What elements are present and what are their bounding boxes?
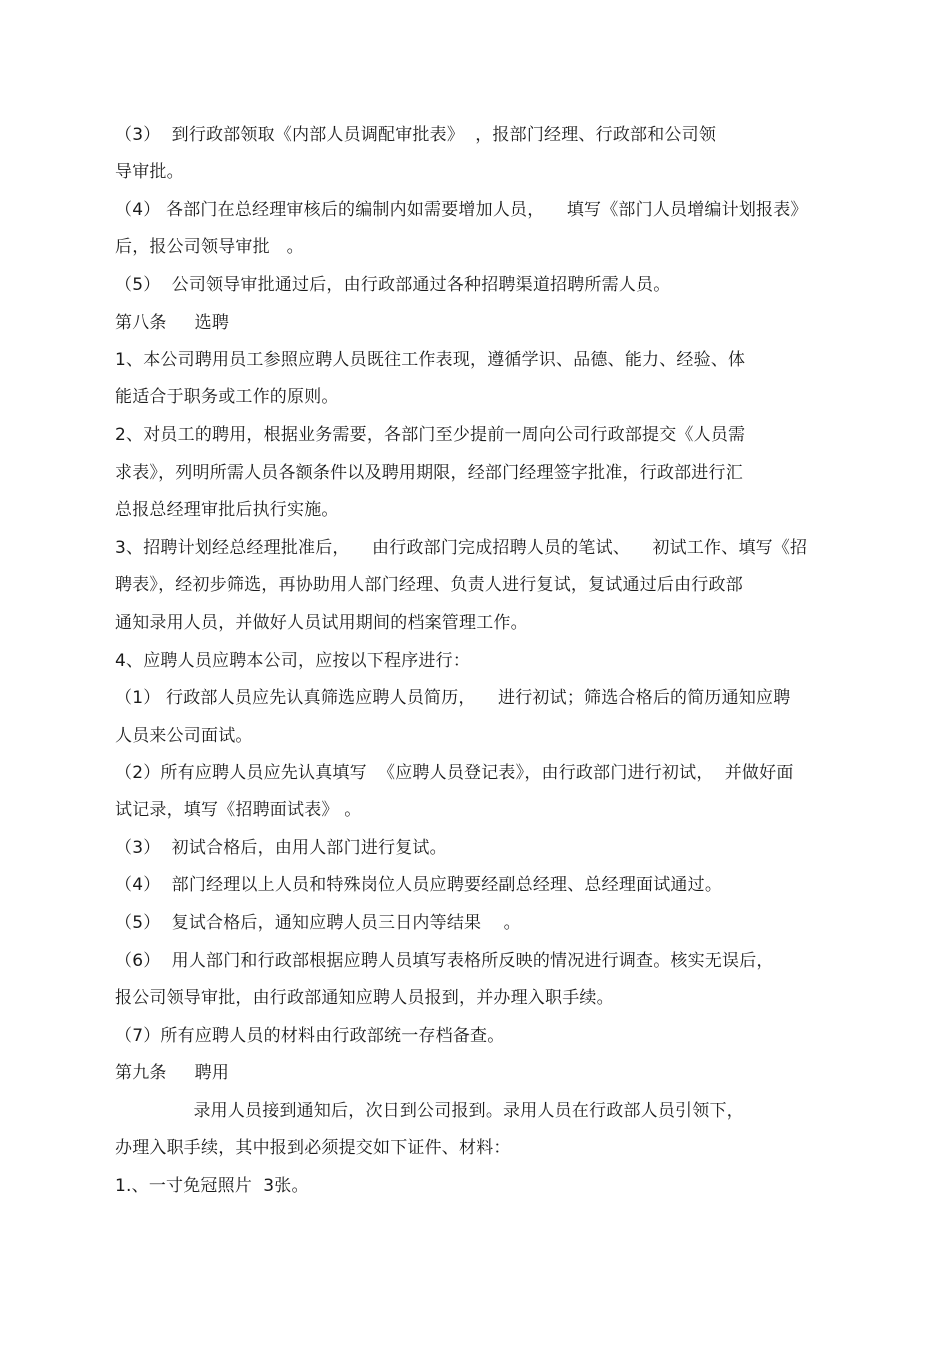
text-line: 4、应聘人员应聘本公司，应按以下程序进行：	[115, 651, 471, 671]
text-line: 录用人员接到通知后，次日到公司报到。录用人员在行政部人员引领下，	[115, 1101, 744, 1121]
text-line: （3） 初试合格后，由用人部门进行复试。	[115, 838, 447, 858]
text-line: （1） 行政部人员应先认真筛选应聘人员简历， 进行初试；筛选合格后的简历通知应聘	[115, 688, 791, 708]
text-line: 导审批。	[115, 162, 184, 182]
text-line: 总报总经理审批后执行实施。	[115, 500, 339, 520]
section-heading: 第八条 选聘	[115, 313, 230, 333]
text-line: （5） 复试合格后，通知应聘人员三日内等结果 。	[115, 913, 521, 933]
text-line: （2）所有应聘人员应先认真填写 《应聘人员登记表》，由行政部门进行初试， 并做好面	[115, 763, 794, 783]
text-line: 求表》，列明所需人员各额条件以及聘用期限，经部门经理签字批准，行政部进行汇	[115, 463, 743, 483]
text-line: 能适合于职务或工作的原则。	[115, 387, 339, 407]
text-line: 后，报公司领导审批 。	[115, 237, 304, 257]
text-line: 1、本公司聘用员工参照应聘人员既往工作表现，遵循学识、品德、能力、经验、体	[115, 350, 746, 370]
text-line: 报公司领导审批，由行政部通知应聘人员报到，并办理入职手续。	[115, 988, 614, 1008]
text-line: （7）所有应聘人员的材料由行政部统一存档备查。	[115, 1026, 505, 1046]
text-line: （5） 公司领导审批通过后，由行政部通过各种招聘渠道招聘所需人员。	[115, 275, 671, 295]
text-line: 2、对员工的聘用，根据业务需要，各部门至少提前一周向公司行政部提交《人员需	[115, 425, 746, 445]
text-line: 聘表》，经初步筛选，再协助用人部门经理、负责人进行复试，复试通过后由行政部	[115, 575, 743, 595]
text-line: （3） 到行政部领取《内部人员调配审批表》 ，报部门经理、行政部和公司领	[115, 125, 717, 145]
text-line: 试记录，填写《招聘面试表》 。	[115, 800, 362, 820]
text-line: （4） 各部门在总经理审核后的编制内如需要增加人员， 填写《部门人员增编计划报表》	[115, 200, 808, 220]
text-line: 通知录用人员，并做好人员试用期间的档案管理工作。	[115, 613, 528, 633]
section-heading: 第九条 聘用	[115, 1063, 230, 1083]
text-line: 3、招聘计划经总经理批准后， 由行政部门完成招聘人员的笔试、 初试工作、填写《招	[115, 538, 808, 558]
text-line: 办理入职手续，其中报到必须提交如下证件、材料：	[115, 1138, 511, 1158]
text-line: （6） 用人部门和行政部根据应聘人员填写表格所反映的情况进行调查。核实无误后，	[115, 951, 774, 971]
text-line: （4） 部门经理以上人员和特殊岗位人员应聘要经副总经理、总经理面试通过。	[115, 875, 723, 895]
text-line: 人员来公司面试。	[115, 726, 253, 746]
text-line: 1.、一寸免冠照片 3张。	[115, 1176, 309, 1196]
